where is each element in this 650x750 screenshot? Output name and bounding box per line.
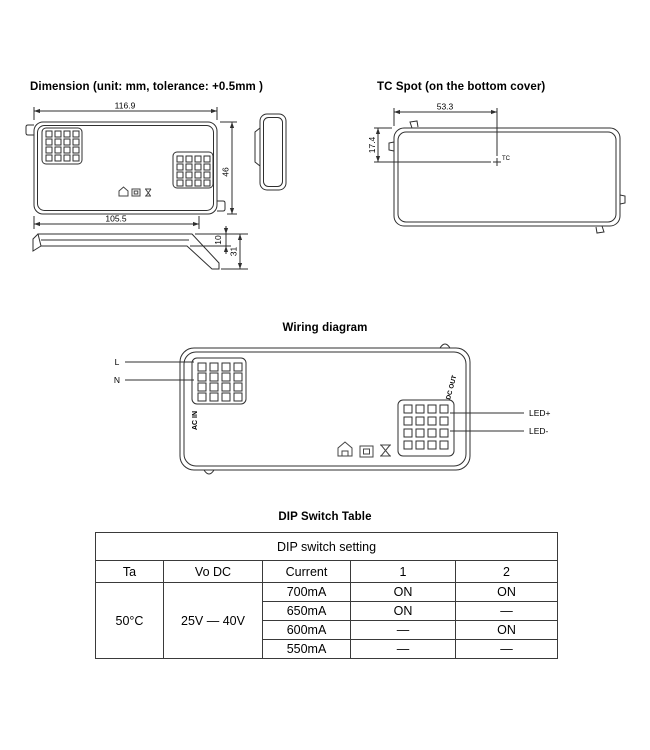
bottom-cover-inner-outline [398,132,616,222]
tc-spot-drawing [362,100,637,245]
cover-ear-left-icon [389,142,394,151]
switch2-state: — [456,640,558,659]
ac-in-label: AC IN [192,410,199,430]
mount-tab-right-icon [217,201,225,211]
col-header-sw1: 1 [351,561,456,583]
bottom-cover-outline [394,128,620,226]
top-view-terminal-block-dc [173,152,213,188]
neutral-wire-label: N [113,375,121,385]
led-plus-label: LED+ [529,408,551,418]
dim-label-profile-height: 31 [228,246,239,257]
current-value: 650mA [263,602,351,621]
dimension-drawing [22,100,317,300]
switch1-state: ON [351,583,456,602]
dip-switch-table [95,532,558,659]
dim-label-profile-thickness: 10 [213,235,223,245]
led-minus-label: LED- [529,426,549,436]
dim-label-bottom-width: 105.5 [105,213,127,224]
switch1-state: ON [351,602,456,621]
cover-tab-bottom-icon [596,226,604,233]
certification-icons [119,187,151,196]
double-insulation-icon [132,189,140,196]
switch1-state: — [351,640,456,659]
dip-table-title: DIP Switch Table [278,511,372,523]
col-header-ta: Ta [96,561,164,583]
top-view-inner-outline [38,126,214,211]
table-row [96,583,558,602]
mount-tab-left-icon [26,125,34,135]
ta-value: 50°C [96,583,164,659]
wiring-section-title: Wiring diagram [282,322,368,334]
hourglass-icon [380,445,391,456]
double-insulation-icon [360,446,373,457]
dim-label-tc-y: 17.4 [367,136,377,154]
vo-dc-value: 25V — 40V [164,583,263,659]
tc-point-label: TC [502,156,510,162]
current-value: 600mA [263,621,351,640]
cover-tab-top-icon [410,121,418,128]
case-tab-top-icon [440,344,450,348]
driver-case-outline [180,348,470,470]
end-view-outline [255,114,286,190]
current-value: 700mA [263,583,351,602]
top-view-terminal-block-ac [42,128,82,164]
switch2-state: ON [456,583,558,602]
dim-label-top-width: 116.9 [114,100,136,111]
side-profile-outline [33,234,219,269]
col-header-vodc: Vo DC [164,561,263,583]
current-value: 550mA [263,640,351,659]
dc-out-label: DC OUT [445,374,459,401]
output-wires [450,413,524,431]
certification-icons [338,442,391,457]
hourglass-icon [145,189,151,196]
indoor-use-house-icon [119,187,128,196]
wiring-diagram-drawing [92,338,562,483]
dip-setting-header: DIP switch setting [96,533,558,561]
dimension-section-title: Dimension (unit: mm, tolerance: +0.5mm ) [30,81,264,93]
case-tab-bottom-icon [204,470,214,474]
cover-ear-right-icon [620,195,625,204]
tc-marker [493,158,501,166]
dim-tc-y [374,128,491,162]
tc-section-title: TC Spot (on the bottom cover) [377,81,546,93]
line-wire-label: L [114,357,120,367]
switch1-state: — [351,621,456,640]
dim-label-side-height: 46 [220,167,231,177]
switch2-state: — [456,602,558,621]
switch2-state: ON [456,621,558,640]
col-header-sw2: 2 [456,561,558,583]
dim-label-tc-x: 53.3 [436,101,454,112]
ac-terminal-block [192,358,246,404]
indoor-use-house-icon [338,442,352,456]
dc-terminal-block [398,400,454,456]
col-header-current: Current [263,561,351,583]
